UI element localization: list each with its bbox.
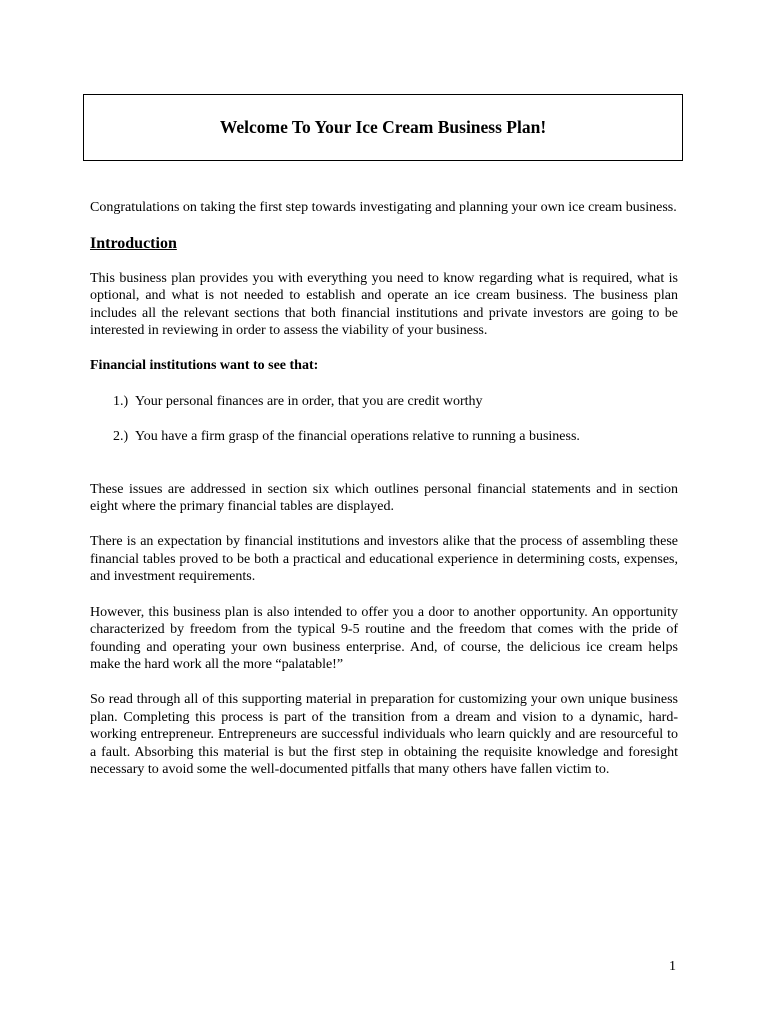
list-item-text: Your personal finances are in order, that you are credit worthy (135, 393, 483, 409)
paragraph-closing: So read through all of this supporting material in preparation for customizing your own unique business plan. Completing this process is part of the transition from a dream and vision to a dynamic, hard-working entrepreneur. Entrepreneurs are successful individuals who learn quickly and are resourceful to a fault. Absorbing this material is but the first step in obtaining the requisite knowledge and foresight necessary to avoid some the well-documented pitfalls that many others have fallen victim to. (90, 692, 678, 777)
list-item-number: 1.) (113, 393, 129, 409)
intro-paragraph: Congratulations on taking the first step towards investigating and planning your own ice cream business. (90, 200, 677, 215)
list-heading: Financial institutions want to see that: (90, 358, 319, 374)
document-title: Welcome To Your Ice Cream Business Plan! (219, 117, 547, 137)
document-body (90, 199, 678, 778)
page-number: 1 (669, 959, 676, 974)
list-item (113, 428, 678, 445)
requirements-list (90, 393, 678, 446)
paragraph-opportunity: However, this business plan is also intended to offer you a door to another opportunity. An opportunity characterized by freedom from the typical 9-5 routine and the freedom that comes with the pride of founding and operating your own business enterprise. And, of course, the delicious ice cream helps make the hard work all the more “palatable!” (90, 604, 678, 672)
section-heading-introduction: Introduction (90, 235, 177, 253)
list-item-text: You have a firm grasp of the financial operations relative to running a business. (135, 429, 580, 445)
title-box (83, 94, 683, 161)
list-item-number: 2.) (113, 429, 129, 445)
paragraph-expectation: There is an expectation by financial institutions and investors alike that the process of assembling these financial tables proved to be both a practical and educational experience in determining costs, expenses, and investment requirements. (90, 534, 678, 585)
list-item (113, 393, 678, 410)
paragraph-sections: These issues are addressed in section six which outlines personal financial statements and in section eight where the primary financial tables are displayed. (90, 481, 678, 515)
paragraph-overview: This business plan provides you with everything you need to know regarding what is required, what is optional, and what is not needed to establish and operate an ice cream business. The business plan includes all the relevant sections that both financial institutions and private investors are going to be interested in reviewing in order to assess the viability of your business. (90, 270, 678, 339)
